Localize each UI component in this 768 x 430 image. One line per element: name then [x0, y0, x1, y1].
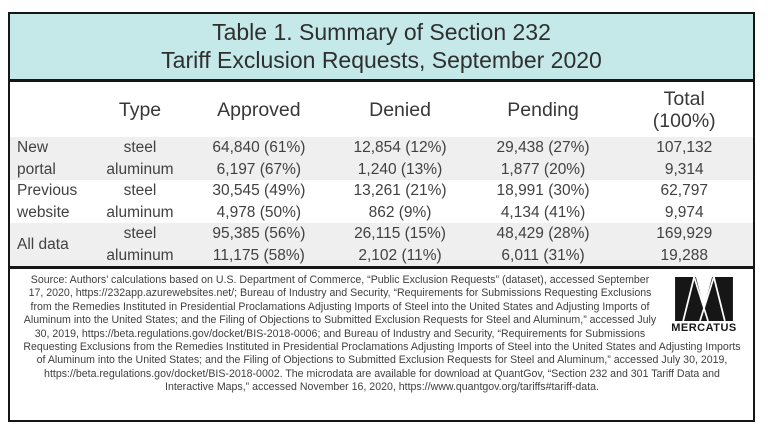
cell-total: 9,314 — [664, 160, 704, 178]
cell-denied: 13,261 (21%) — [353, 182, 447, 199]
cell-approved: 11,175 (58%) — [212, 246, 305, 264]
table-title-line2: Tariff Exclusion Requests, September 2020 — [161, 47, 602, 73]
cell-pending: 6,011 (31%) — [501, 246, 585, 264]
cell-pending: 4,134 (41%) — [500, 203, 586, 221]
row-group-new-portal — [10, 137, 753, 180]
cell-total: 9,974 — [664, 203, 704, 221]
column-header-blank — [10, 82, 92, 137]
table-row — [10, 223, 753, 245]
column-header-total-line1: Total — [663, 88, 705, 110]
cell-denied: 12,854 (12%) — [353, 139, 447, 156]
table-row — [10, 202, 753, 224]
table-figure — [8, 12, 755, 422]
column-header-type: Type — [118, 99, 162, 121]
source-note: Source: Authors’ calculations based on U.S. Department of Commerce, “Public Exclusion Requests” (dataset), accessed September 17, 2020, https://232app.azurewebsites.net/; Bureau of Industry and Security, “Requirements for Submissions Requesting Exclusions from the Remedies Instituted in Presidential Proclamations Adjusting Imports of Steel into the United States and Adjusting Imports of Aluminum into the United States; and the Filing of Objections to Submitted Exclusion Requests for Steel and Aluminum,” accessed July 30, 2019, https://beta.regulations.gov/docket/BIS-2018-0006; and Bureau of Industry and Security, “Requirements for Submissions Requesting Exclusions from the Remedies Instituted in Presidential Proclamations Adjusting Imports of Steel into the United States and Adjusting Imports of Aluminum into the United States; and the Filing of Objections to Submitted Exclusion Requests for Steel and Aluminum,” accessed July 30, 2019, https://beta.regulations.gov/docket/BIS-2018-0002. The microdata are available for download at QuantGov, “Section 232 and 301 Tariff Data and Interactive Maps,” accessed November 16, 2020, https://www.quantgov.org/tariffs#tariff-data. — [23, 274, 741, 394]
header-row — [10, 82, 753, 137]
cell-pending: 18,991 (30%) — [496, 182, 590, 199]
cell-approved: 6,197 (67%) — [216, 160, 302, 178]
cell-type: aluminum — [106, 160, 174, 178]
table-row — [10, 245, 753, 267]
column-header-denied: Denied — [369, 99, 431, 121]
table-row — [10, 159, 753, 181]
mercatus-logo — [666, 277, 742, 335]
column-header-total — [615, 82, 753, 137]
cell-total: 19,288 — [660, 246, 708, 264]
table-row — [10, 180, 753, 202]
cell-denied: 1,240 (13%) — [357, 160, 443, 178]
row-group-label: New portal — [17, 139, 56, 178]
row-group-label: All data — [17, 235, 69, 253]
table-container — [10, 82, 753, 269]
mercatus-logo-icon — [673, 277, 735, 321]
column-header-approved: Approved — [217, 99, 301, 121]
cell-approved: 4,978 (50%) — [216, 203, 302, 221]
cell-pending: 29,438 (27%) — [496, 139, 590, 156]
cell-type: steel — [123, 139, 157, 156]
table-title-line1: Table 1. Summary of Section 232 — [212, 19, 551, 45]
cell-total: 62,797 — [660, 182, 708, 199]
row-group-previous-website — [10, 180, 753, 223]
cell-approved: 64,840 (61%) — [212, 139, 306, 156]
cell-total: 169,929 — [656, 225, 713, 242]
cell-type: steel — [123, 182, 157, 199]
cell-type: aluminum — [106, 246, 174, 264]
data-table — [10, 82, 753, 266]
table-title — [10, 14, 753, 82]
footer — [10, 269, 753, 395]
table-row — [10, 137, 753, 159]
row-group-all-data — [10, 223, 753, 266]
mercatus-logo-text: MERCATUS — [671, 322, 737, 334]
cell-pending: 1,877 (20%) — [500, 160, 586, 178]
row-group-label: Previous website — [17, 182, 78, 221]
cell-pending: 48,429 (28%) — [496, 225, 590, 242]
cell-approved: 95,385 (56%) — [212, 225, 306, 242]
cell-type: steel — [123, 225, 157, 242]
column-header-total-line2: (100%) — [652, 110, 716, 132]
cell-denied: 862 (9%) — [368, 203, 432, 221]
cell-denied: 2,102 (11%) — [358, 246, 442, 264]
cell-approved: 30,545 (49%) — [212, 182, 306, 199]
cell-total: 107,132 — [656, 139, 713, 156]
cell-denied: 26,115 (15%) — [354, 225, 446, 242]
column-header-pending: Pending — [507, 99, 579, 121]
cell-type: aluminum — [106, 203, 174, 221]
